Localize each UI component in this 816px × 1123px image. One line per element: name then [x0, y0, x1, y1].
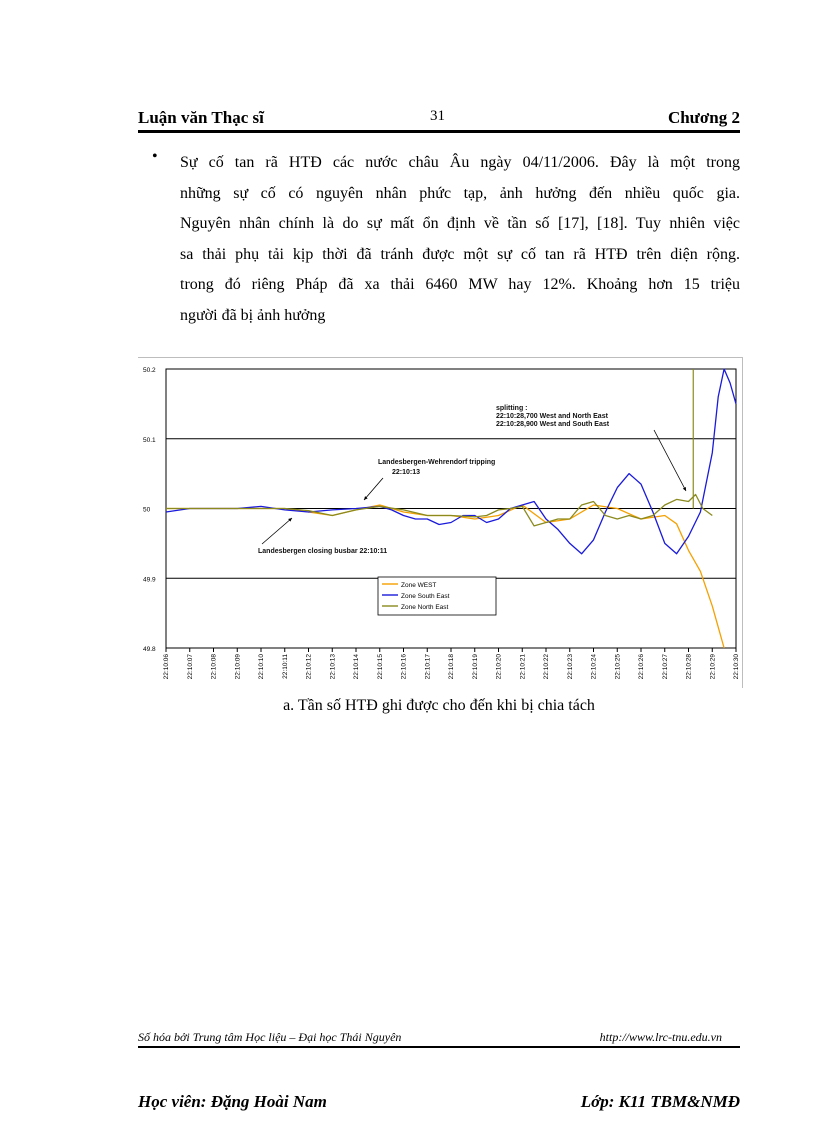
x-tick-label: 22:10:21	[519, 654, 527, 680]
x-tick-label: 22:10:18	[448, 654, 455, 680]
y-tick-label: 50.1	[143, 436, 156, 444]
annotation-splitting: splitting :	[496, 405, 528, 412]
x-tick-label: 22:10:20	[495, 654, 503, 680]
paragraph-line: người đã bị ảnh hưởng	[180, 306, 326, 324]
y-tick-label: 50.2	[143, 367, 156, 374]
x-tick-label: 22:10:07	[186, 654, 194, 680]
footer-rule	[138, 1046, 740, 1048]
annotation-tripping: Landesbergen-Wehrendorf tripping	[378, 459, 496, 466]
x-tick-label: 22:10:06	[163, 654, 170, 680]
paragraph-line: Sự cố tan rã HTĐ các nước châu Âu ngày 04/11/2006. Đây là một trong	[180, 154, 740, 171]
frequency-chart	[138, 358, 742, 688]
source-label: Số hóa bởi Trung tâm Học liệu – Đại học Thái Nguyên	[138, 1030, 402, 1044]
annotation-busbar: Landesbergen closing busbar 22:10:11	[258, 548, 388, 555]
bullet-paragraph	[180, 148, 740, 331]
figure-caption: a. Tần số HTĐ ghi được cho đến khi bị chia tách	[283, 697, 595, 714]
header-rule	[138, 130, 740, 133]
x-tick-label: 22:10:10	[258, 654, 265, 680]
y-tick-label: 49.9	[143, 576, 156, 584]
x-tick-label: 22:10:13	[329, 654, 337, 680]
series-line-zone-west	[166, 505, 724, 648]
page-header	[138, 108, 740, 130]
legend-label-zone-west: Zone WEST	[401, 582, 437, 589]
x-tick-label: 22:10:15	[376, 654, 384, 680]
x-tick-label: 22:10:24	[590, 654, 598, 680]
x-tick-label: 22:10:23	[566, 654, 574, 680]
page-number: 31	[430, 108, 445, 124]
x-tick-label: 22:10:19	[471, 654, 479, 680]
paragraph-line: trong đó riêng Pháp đã xa thải 6460 MW hay 12%. Khoảng hơn 15 triệu	[180, 276, 740, 293]
x-tick-label: 22:10:30	[733, 654, 740, 680]
x-tick-label: 22:10:08	[210, 654, 218, 680]
legend-label-zone-north-east: Zone North East	[401, 604, 449, 611]
x-tick-label: 22:10:11	[281, 654, 289, 679]
y-tick-label: 49.8	[143, 646, 156, 653]
x-tick-label: 22:10:26	[638, 654, 645, 680]
chapter-label: Chương 2	[667, 108, 740, 127]
x-tick-label: 22:10:09	[234, 654, 242, 680]
frequency-chart-frame	[138, 357, 743, 688]
series-line-zone-north-east	[166, 495, 712, 526]
paragraph-line: sa thải phụ tải kịp thời đã tránh được một sự cố tan rã HTĐ trên diện rộng.	[180, 245, 740, 263]
x-tick-label: 22:10:16	[400, 654, 408, 680]
annotation-arrow-tripping	[364, 478, 383, 500]
annotation-tripping-time: 22:10:13	[392, 469, 421, 476]
x-tick-label: 22:10:14	[353, 654, 360, 680]
x-tick-label: 22:10:25	[614, 654, 622, 680]
x-tick-label: 22:10:17	[424, 654, 432, 680]
annotation-split-west-south: 22:10:28,900 West and South East	[496, 421, 610, 428]
x-tick-label: 22:10:22	[543, 654, 550, 680]
x-tick-label: 22:10:27	[661, 654, 669, 680]
paragraph-line: những sự cố có nguyên nhân phức tạp, ảnh hưởng đến nhiều quốc gia.	[180, 184, 740, 202]
annotation-split-west-north: 22:10:28,700 West and North East	[496, 413, 608, 420]
x-tick-label: 22:10:28	[685, 654, 693, 680]
y-tick-label: 50	[143, 506, 151, 514]
x-tick-label: 22:10:12	[305, 654, 313, 680]
thesis-label: Luận văn Thạc sĩ	[138, 108, 264, 127]
source-link[interactable]: http://www.lrc-tnu.edu.vn	[599, 1030, 722, 1044]
paragraph-line: Nguyên nhân chính là do sự mất ổn định về tần số [17], [18]. Tuy nhiên việc	[180, 215, 740, 232]
class-label: Lớp: K11 TBM&NMĐ	[580, 1092, 740, 1111]
bullet-dot-icon: •	[152, 148, 158, 165]
annotation-arrow-busbar	[262, 518, 292, 544]
legend-label-zone-south-east: Zone South East	[401, 593, 450, 600]
x-tick-label: 22:10:29	[709, 654, 717, 680]
student-name: Học viên: Đặng Hoài Nam	[138, 1092, 327, 1111]
